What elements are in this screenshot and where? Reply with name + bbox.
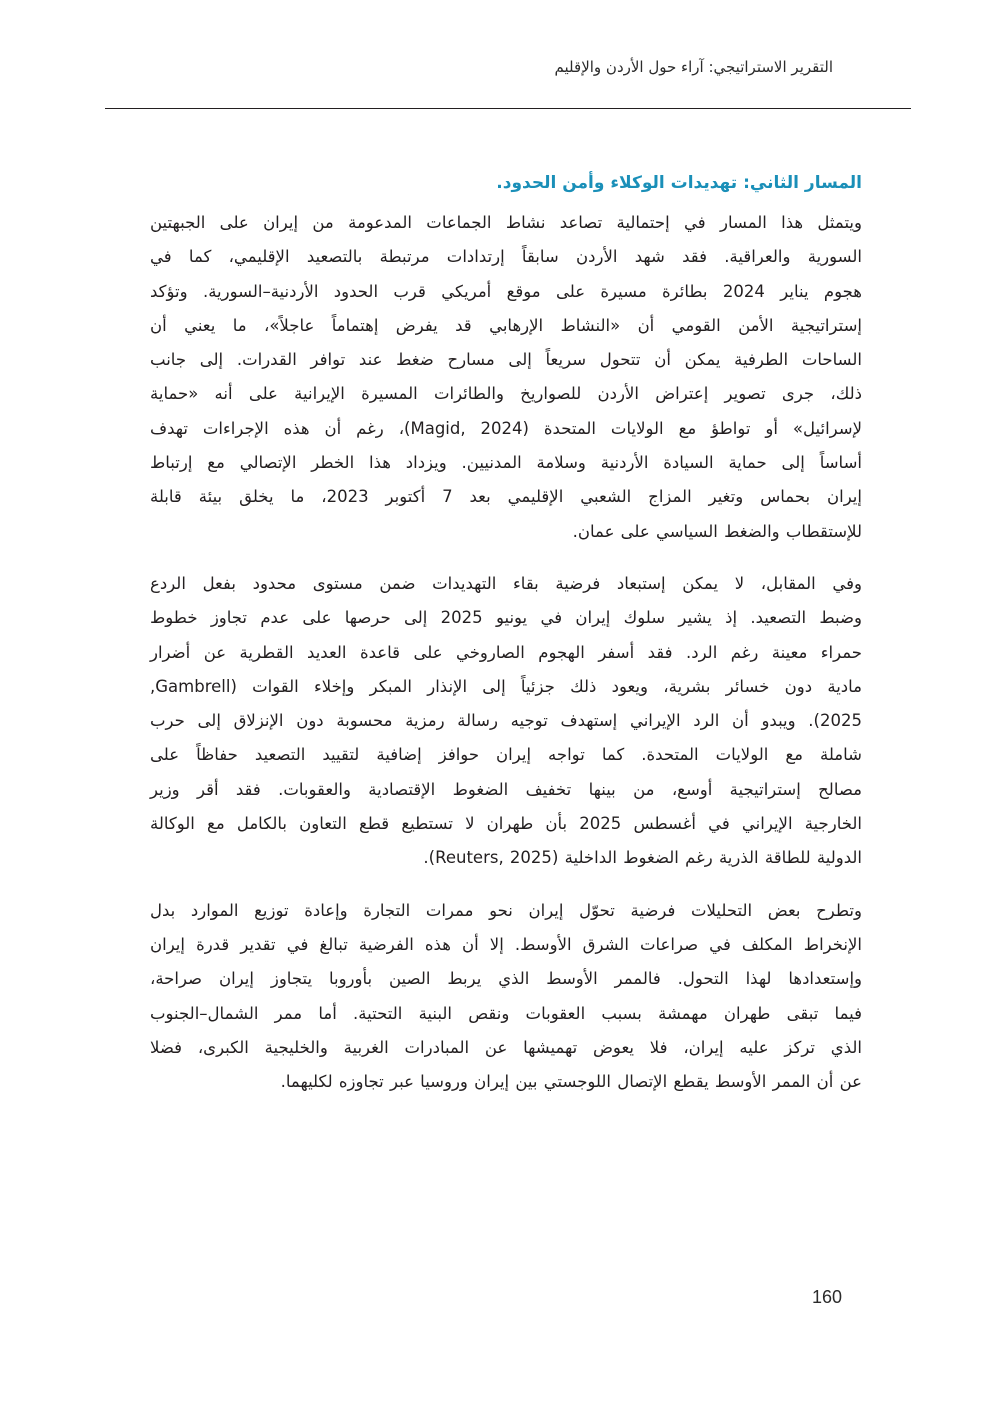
text-line: مادية دون خسائر بشرية، ويعود ذلك جزئياً إلى الإنذار المبكر وإخلاء القوات (Gambrell, [150, 676, 862, 696]
text-line: الدولية للطاقة الذرية رغم الضغوط الداخلية (Reuters, 2025). [423, 848, 862, 868]
text-line: أساساً إلى حماية السيادة الأردنية وسلامة المدنيين. ويزداد هذا الخطر الإتصالي مع إرتباط [150, 453, 862, 473]
text-line: مصالح إستراتيجية أوسع، من بينها تخفيف الضغوط الإقتصادية والعقوبات. فقد أقر وزير [150, 779, 862, 799]
text-line: الخارجية الإيراني في أغسطس 2025 بأن طهران لا تستطيع قطع التعاون بالكامل مع الوكالة [150, 814, 862, 834]
page-number: 160 [812, 1287, 843, 1307]
text-line: شاملة مع الولايات المتحدة. كما تواجه إيران حوافز إضافية لتقييد التصعيد حفاظاً على [150, 745, 862, 765]
text-line: فيما تبقى طهران مهمشة بسبب العقوبات ونقص البنية التحتية. أما ممر الشمال–الجنوب [150, 1003, 862, 1023]
header-divider [105, 108, 911, 109]
text-line: إستراتيجية الأمن القومي أن «النشاط الإرهابي قد يفرض إهتماماً عاجلاً»، ما يعني أن [150, 315, 862, 335]
text-line: وفي المقابل، لا يمكن إستبعاد فرضية بقاء التهديدات ضمن مستوى محدود بفعل الردع [150, 573, 862, 593]
section-heading: المسار الثاني: تهديدات الوكلاء وأمن الحدود. [496, 173, 862, 193]
text-line: الساحات الطرفية يمكن أن تتحول سريعاً إلى مسارح ضغط عند توافر القدرات. إلى جانب [150, 350, 862, 370]
text-line: وضبط التصعيد. إذ يشير سلوك إيران في يونيو 2025 إلى حرصها على عدم تجاوز خطوط [150, 608, 862, 628]
page-body [150, 166, 862, 1117]
text-line: عن أن الممر الأوسط يقطع الإتصال اللوجستي بين إيران وروسيا عبر تجاوزه لكليهما. [280, 1072, 862, 1092]
text-line: هجوم يناير 2024 بطائرة مسيرة على موقع أمريكي قرب الحدود الأردنية–السورية. وتؤكد [150, 281, 862, 301]
text-line: الإنخراط المكلف في صراعات الشرق الأوسط. إلا أن هذه الفرضية تبالغ في تقدير قدرة إيران [150, 934, 862, 954]
paragraph-3 [150, 894, 862, 1100]
text-line: الذي تركز عليه إيران، فلا يعوض تهميشها عن المبادرات الغربية والخليجية الكبرى، فضلا [150, 1037, 862, 1057]
text-line: وإستعدادها لهذا التحول. فالممر الأوسط الذي يربط الصين بأوروبا يتجاوز إيران صراحة، [150, 969, 862, 989]
text-line: ذلك، جرى تصوير إعتراض الأردن للصواريخ والطائرات المسيرة الإيرانية على أنه «حماية [150, 384, 862, 404]
text-line: وتطرح بعض التحليلات فرضية تحوّل إيران نحو ممرات التجارة وإعادة توزيع الموارد بدل [150, 900, 862, 920]
paragraph-2 [150, 567, 862, 876]
text-line: حمراء معينة رغم الرد. فقد أسفر الهجوم الصاروخي على قاعدة العديد القطرية عن أضرار [150, 642, 862, 662]
paragraph-1 [150, 206, 862, 549]
text-line: للإستقطاب والضغط السياسي على عمان. [572, 521, 862, 541]
text-line: إيران بحماس وتغير المزاج الشعبي الإقليمي بعد 7 أكتوبر 2023، ما يخلق بيئة قابلة [150, 487, 862, 507]
running-header-title: التقرير الاستراتيجي: آراء حول الأردن والإقليم [554, 58, 833, 76]
text-line: 2025). ويبدو أن الرد الإيراني إستهدف توجيه رسالة رمزية محسوبة دون الإنزلاق إلى حرب [150, 711, 862, 731]
text-line: السورية والعراقية. فقد شهد الأردن سابقاً إرتدادات مرتبطة بالتصعيد الإقليمي، كما في [150, 247, 862, 267]
text-line: لإسرائيل» أو تواطؤ مع الولايات المتحدة (Magid, 2024)، رغم أن هذه الإجراءات تهدف [150, 418, 862, 438]
text-line: ويتمثل هذا المسار في إحتمالية تصاعد نشاط الجماعات المدعومة من إيران على الجبهتين [150, 213, 862, 232]
